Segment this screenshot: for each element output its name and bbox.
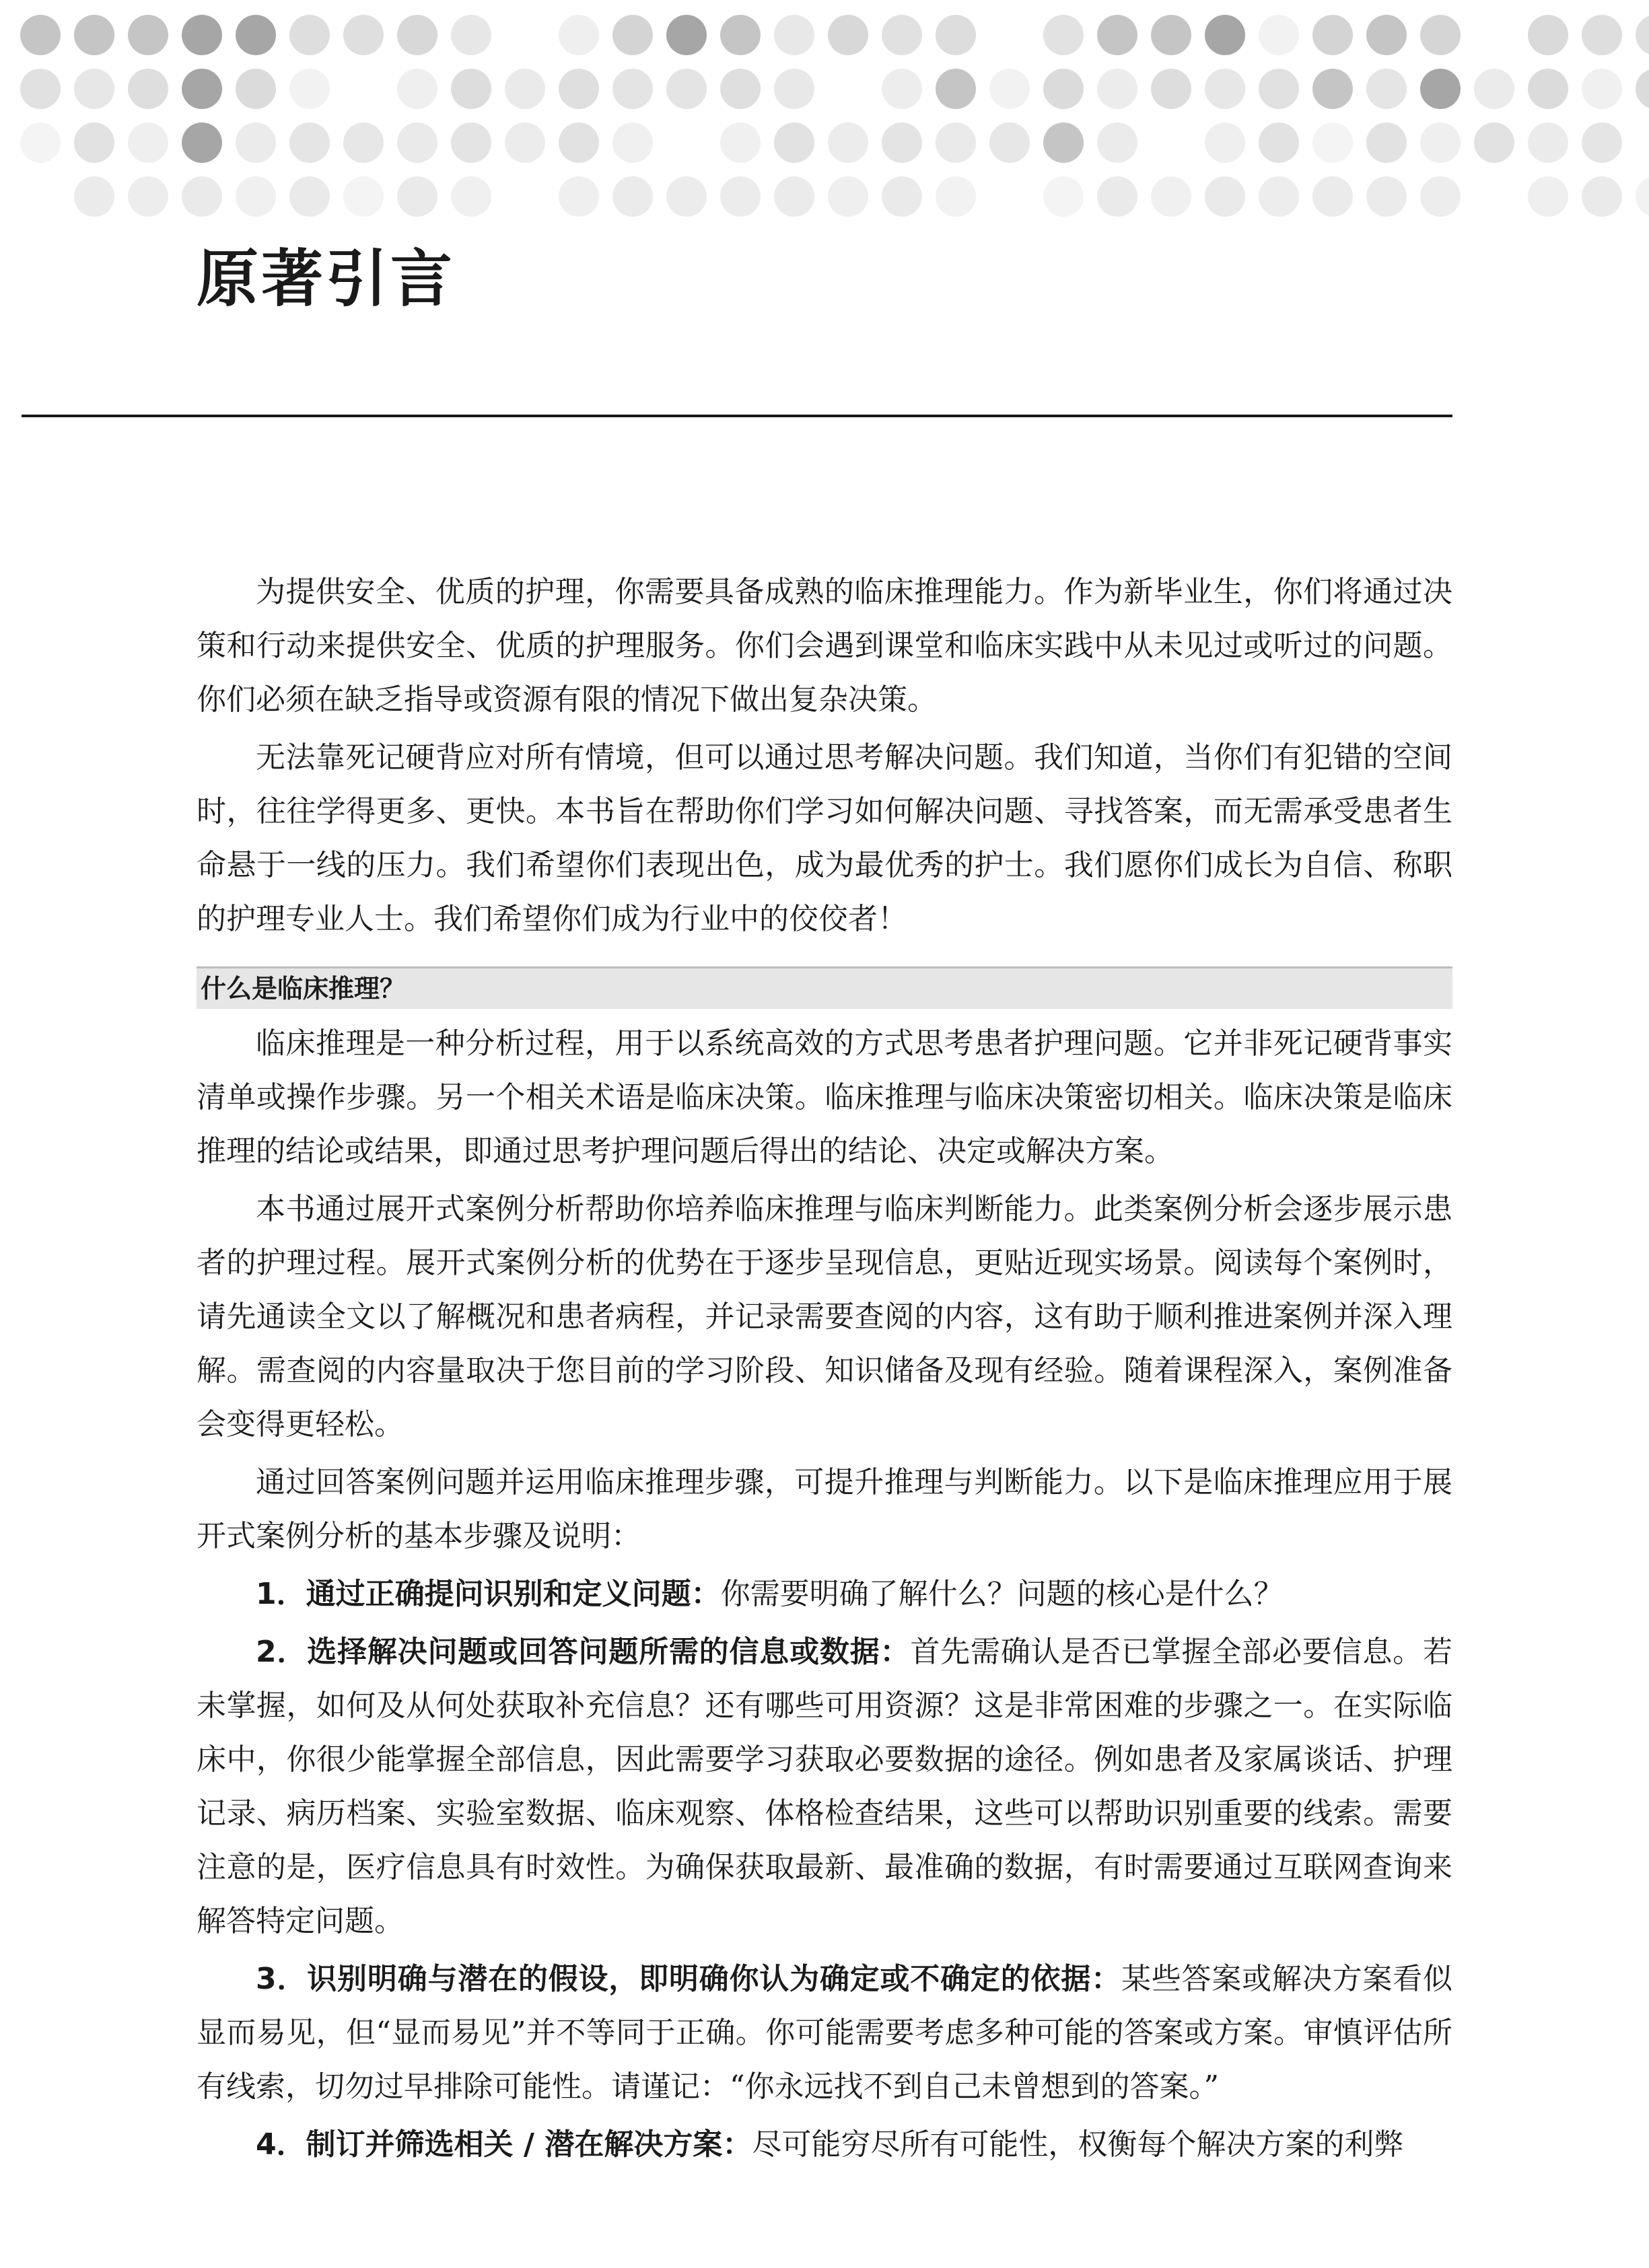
decorative-dot <box>720 15 761 55</box>
page-body <box>197 565 1452 2176</box>
decorative-dot <box>1205 69 1245 109</box>
decorative-dot <box>343 15 384 55</box>
step-1 <box>197 1567 1452 1621</box>
decorative-dot <box>828 122 868 163</box>
decorative-dot <box>612 176 653 217</box>
decorative-dot <box>451 176 491 217</box>
decorative-dot <box>774 176 814 217</box>
decorative-dot <box>1366 176 1407 217</box>
intro-paragraph-2: 无法靠死记硬背应对所有情境，但可以通过思考解决问题。我们知道，当你们有犯错的空间时，往往学得更多、更快。本书旨在帮助你们学习如何解决问题、寻找答案，而无需承受患者生命悬于一线的压力。我们希望你们表现出色，成为最优秀的护士。我们愿你们成长为自信、称职的护理专业人士。我们希望你们成为行业中的佼佼者！ <box>197 740 1452 936</box>
decorative-dot <box>1582 15 1622 55</box>
decorative-dot <box>1528 15 1568 55</box>
decorative-dot <box>182 176 222 217</box>
decorative-dot <box>1582 69 1622 109</box>
decorative-dot <box>20 69 61 109</box>
decorative-dot <box>882 176 922 217</box>
decorative-dot <box>612 15 653 55</box>
decorative-dot <box>1259 122 1299 163</box>
decorative-dot <box>936 15 976 55</box>
step-2-text: 首先需确认是否已掌握全部必要信息。若未掌握，如何及从何处获取补充信息？还有哪些可用资源？这是非常困难的步骤之一。在实际临床中，你很少能掌握全部信息，因此需要学习获取必要数据的途径。例如患者及家属谈话、护理记录、病历档案、实验室数据、临床观察、体格检查结果，这些可以帮助识别重要的线索。需要注意的是，医疗信息具有时效性。为确保获取最新、最准确的数据，有时需要通过互联网查询来解答特定问题。 <box>197 1635 1452 1938</box>
decorative-dot <box>1312 122 1353 163</box>
decorative-dot <box>1366 15 1407 55</box>
decorative-dot <box>1043 176 1084 217</box>
decorative-dot <box>1312 15 1353 55</box>
section-paragraph-1: 临床推理是一种分析过程，用于以系统高效的方式思考患者护理问题。它并非死记硬背事实清单或操作步骤。另一个相关术语是临床决策。临床推理与临床决策密切相关。临床决策是临床推理的结论或结果，即通过思考护理问题后得出的结论、决定或解决方案。 <box>197 1026 1452 1168</box>
intro-paragraph-1: 为提供安全、优质的护理，你需要具备成熟的临床推理能力。作为新毕业生，你们将通过决策和行动来提供安全、优质的护理服务。你们会遇到课堂和临床实践中从未见过或听过的问题。你们必须在缺乏指导或资源有限的情况下做出复杂决策。 <box>197 575 1452 717</box>
step-3-text: 某些答案或解决方案看似显而易见，但“显而易见”并不等同于正确。你可能需要考虑多种可能的答案或方案。审慎评估所有线索，切勿过早排除可能性。请谨记：“你永远找不到自己未曾想到的答案。” <box>197 1962 1452 2104</box>
step-2-title: 2．选择解决问题或回答问题所需的信息或数据： <box>256 1635 911 1669</box>
decorative-dot <box>1259 69 1299 109</box>
decorative-dot <box>559 122 599 163</box>
section-paragraph-2: 本书通过展开式案例分析帮助你培养临床推理与临床判断能力。此类案例分析会逐步展示患者的护理过程。展开式案例分析的优势在于逐步呈现信息，更贴近现实场景。阅读每个案例时，请先通读全文以了解概况和患者病程，并记录需要查阅的内容，这有助于顺利推进案例并深入理解。需查阅的内容量取决于您目前的学习阶段、知识储备及现有经验。随着课程深入，案例准备会变得更轻松。 <box>197 1192 1452 1442</box>
step-3 <box>197 1952 1452 2114</box>
decorative-dot <box>1097 69 1137 109</box>
decorative-dot <box>505 69 545 109</box>
decorative-dot <box>236 69 276 109</box>
page-title: 原著引言 <box>197 243 456 315</box>
decorative-dot <box>1097 122 1137 163</box>
decorative-dot <box>182 15 222 55</box>
decorative-dot <box>20 122 61 163</box>
decorative-dot <box>1420 122 1461 163</box>
decorative-dot <box>74 69 114 109</box>
decorative-dot <box>1259 15 1299 55</box>
step-1-title: 1．通过正确提问识别和定义问题： <box>256 1577 721 1611</box>
decorative-dot <box>1420 176 1461 217</box>
decorative-dot <box>1636 176 1649 217</box>
section-heading: 什么是临床推理？ <box>197 966 1452 1009</box>
step-1-text: 你需要明确了解什么？问题的核心是什么？ <box>720 1577 1284 1611</box>
decorative-dot <box>128 122 168 163</box>
decorative-dot <box>1366 69 1407 109</box>
decorative-dot <box>1474 122 1514 163</box>
decorative-dot <box>343 176 384 217</box>
decorative-dot <box>397 69 437 109</box>
decorative-dot <box>1528 176 1568 217</box>
decorative-dot <box>128 15 168 55</box>
decorative-dot <box>828 176 868 217</box>
decorative-dot <box>182 69 222 109</box>
decorative-dot <box>1582 176 1622 217</box>
decorative-dot <box>774 122 814 163</box>
decorative-dot <box>451 69 491 109</box>
decorative-dot <box>720 69 761 109</box>
decorative-dot <box>128 176 168 217</box>
decorative-dot <box>289 176 330 217</box>
decorative-dot <box>397 176 437 217</box>
step-2 <box>197 1625 1452 1948</box>
decorative-dot <box>828 15 868 55</box>
decorative-dot <box>936 176 976 217</box>
decorative-dot <box>397 15 437 55</box>
decorative-dot <box>666 15 707 55</box>
decorative-dot <box>612 69 653 109</box>
decorative-dot-pattern <box>0 0 1649 242</box>
decorative-dot <box>989 69 1030 109</box>
decorative-dot <box>1097 15 1137 55</box>
decorative-dot <box>720 176 761 217</box>
decorative-dot <box>612 122 653 163</box>
decorative-dot <box>1312 69 1353 109</box>
decorative-dot <box>451 15 491 55</box>
decorative-dot <box>236 15 276 55</box>
step-4-text: 尽可能穷尽所有可能性，权衡每个解决方案的利弊 <box>752 2127 1404 2162</box>
decorative-dot <box>1528 69 1568 109</box>
decorative-dot <box>774 15 814 55</box>
decorative-dot <box>882 69 922 109</box>
decorative-dot <box>1043 15 1084 55</box>
decorative-dot <box>1474 69 1514 109</box>
decorative-dot <box>1151 15 1191 55</box>
decorative-dot <box>559 15 599 55</box>
section-paragraph-3: 通过回答案例问题并运用临床推理步骤，可提升推理与判断能力。以下是临床推理应用于展开式案例分析的基本步骤及说明： <box>197 1465 1452 1553</box>
title-divider <box>22 415 1452 417</box>
decorative-dot <box>1151 69 1191 109</box>
decorative-dot <box>666 69 707 109</box>
decorative-dot <box>397 122 437 163</box>
decorative-dot <box>774 69 814 109</box>
decorative-dot <box>882 122 922 163</box>
decorative-dot <box>1366 122 1407 163</box>
decorative-dot <box>720 122 761 163</box>
decorative-dot <box>1043 69 1084 109</box>
decorative-dot <box>289 69 330 109</box>
decorative-dot <box>1312 176 1353 217</box>
decorative-dot <box>505 122 545 163</box>
decorative-dot <box>74 122 114 163</box>
decorative-dot <box>236 122 276 163</box>
decorative-dot <box>1636 15 1649 55</box>
decorative-dot <box>1259 176 1299 217</box>
decorative-dot <box>1097 176 1137 217</box>
decorative-dot <box>343 122 384 163</box>
step-4-title: 4．制订并筛选相关 / 潜在解决方案： <box>256 2127 752 2162</box>
decorative-dot <box>882 15 922 55</box>
decorative-dot <box>74 176 114 217</box>
decorative-dot <box>559 176 599 217</box>
step-3-title: 3．识别明确与潜在的假设，即明确你认为确定或不确定的依据： <box>256 1962 1121 1996</box>
decorative-dot <box>1043 122 1084 163</box>
decorative-dot <box>1420 69 1461 109</box>
decorative-dot <box>1582 122 1622 163</box>
decorative-dot <box>182 122 222 163</box>
step-4 <box>197 2118 1452 2172</box>
decorative-dot <box>1205 122 1245 163</box>
decorative-dot <box>936 69 976 109</box>
decorative-dot <box>1205 176 1245 217</box>
decorative-dot <box>20 15 61 55</box>
decorative-dot <box>128 69 168 109</box>
decorative-dot <box>936 122 976 163</box>
decorative-dot <box>1151 176 1191 217</box>
decorative-dot <box>666 176 707 217</box>
decorative-dot <box>1636 69 1649 109</box>
decorative-dot <box>1528 122 1568 163</box>
decorative-dot <box>289 122 330 163</box>
decorative-dot <box>451 122 491 163</box>
decorative-dot <box>289 15 330 55</box>
decorative-dot <box>74 15 114 55</box>
decorative-dot <box>1420 15 1461 55</box>
decorative-dot <box>559 69 599 109</box>
decorative-dot <box>1205 15 1245 55</box>
decorative-dot <box>989 122 1030 163</box>
decorative-dot <box>236 176 276 217</box>
